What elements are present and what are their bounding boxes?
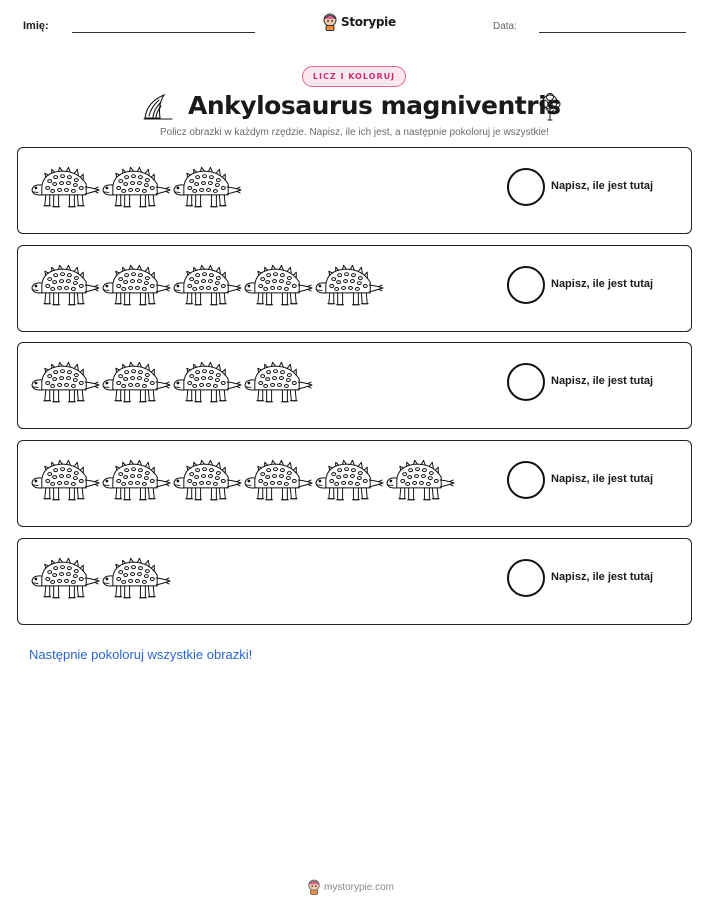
answer-label: Napisz, ile jest tutaj bbox=[551, 571, 654, 583]
ankylosaurus-dino-icon bbox=[314, 261, 385, 311]
ankylosaurus-dino-icon bbox=[101, 163, 172, 213]
answer-circle[interactable] bbox=[507, 461, 545, 499]
ankylosaurus-dino-icon bbox=[30, 456, 101, 506]
name-input-line[interactable] bbox=[72, 32, 255, 33]
brand-name: Storypie bbox=[341, 15, 396, 29]
answer-circle[interactable] bbox=[507, 168, 545, 206]
storypie-mascot-icon bbox=[322, 13, 338, 31]
ankylosaurus-dino-icon bbox=[172, 456, 243, 506]
ankylosaurus-dino-icon bbox=[172, 163, 243, 213]
answer-circle[interactable] bbox=[507, 559, 545, 597]
storypie-mascot-icon bbox=[307, 879, 321, 895]
count-row-5 bbox=[17, 538, 692, 625]
ankylosaurus-dino-icon bbox=[101, 358, 172, 408]
ankylosaurus-dino-icon bbox=[101, 261, 172, 311]
date-label: Data: bbox=[493, 21, 517, 32]
shell-fossil-icon bbox=[142, 92, 174, 122]
dino-group bbox=[30, 163, 243, 213]
name-label: Imię: bbox=[23, 20, 49, 32]
activity-badge: LICZ I KOLORUJ bbox=[302, 66, 406, 87]
count-row-2 bbox=[17, 245, 692, 332]
ankylosaurus-dino-icon bbox=[30, 358, 101, 408]
ankylosaurus-dino-icon bbox=[243, 261, 314, 311]
answer-label: Napisz, ile jest tutaj bbox=[551, 375, 654, 387]
worksheet-header bbox=[0, 0, 709, 50]
page-title: Ankylosaurus magniventris bbox=[188, 91, 561, 120]
brand-logo bbox=[322, 13, 396, 31]
footer-url[interactable]: mystorypie.com bbox=[324, 881, 395, 893]
dino-group bbox=[30, 261, 385, 311]
ankylosaurus-dino-icon bbox=[314, 456, 385, 506]
dino-group bbox=[30, 358, 314, 408]
answer-label: Napisz, ile jest tutaj bbox=[551, 180, 654, 192]
ankylosaurus-dino-icon bbox=[172, 358, 243, 408]
ankylosaurus-dino-icon bbox=[385, 456, 456, 506]
ankylosaurus-dino-icon bbox=[243, 456, 314, 506]
count-row-3 bbox=[17, 342, 692, 429]
ankylosaurus-dino-icon bbox=[30, 163, 101, 213]
answer-circle[interactable] bbox=[507, 363, 545, 401]
title-row bbox=[0, 90, 709, 126]
ankylosaurus-dino-icon bbox=[30, 261, 101, 311]
instructions-subtitle: Policz obrazki w każdym rzędzie. Napisz, ile ich jest, a następnie pokoloruj je wszystkie! bbox=[159, 127, 550, 138]
ankylosaurus-dino-icon bbox=[172, 261, 243, 311]
answer-label: Napisz, ile jest tutaj bbox=[551, 473, 654, 485]
count-row-1 bbox=[17, 147, 692, 234]
date-input-line[interactable] bbox=[539, 32, 686, 33]
count-row-4 bbox=[17, 440, 692, 527]
tree-icon bbox=[535, 92, 565, 122]
color-instruction: Następnie pokoloruj wszystkie obrazki! bbox=[29, 647, 253, 662]
dino-group bbox=[30, 554, 172, 604]
ankylosaurus-dino-icon bbox=[101, 554, 172, 604]
ankylosaurus-dino-icon bbox=[30, 554, 101, 604]
answer-label: Napisz, ile jest tutaj bbox=[551, 278, 654, 290]
dino-group bbox=[30, 456, 456, 506]
footer bbox=[307, 879, 394, 895]
ankylosaurus-dino-icon bbox=[243, 358, 314, 408]
answer-circle[interactable] bbox=[507, 266, 545, 304]
ankylosaurus-dino-icon bbox=[101, 456, 172, 506]
